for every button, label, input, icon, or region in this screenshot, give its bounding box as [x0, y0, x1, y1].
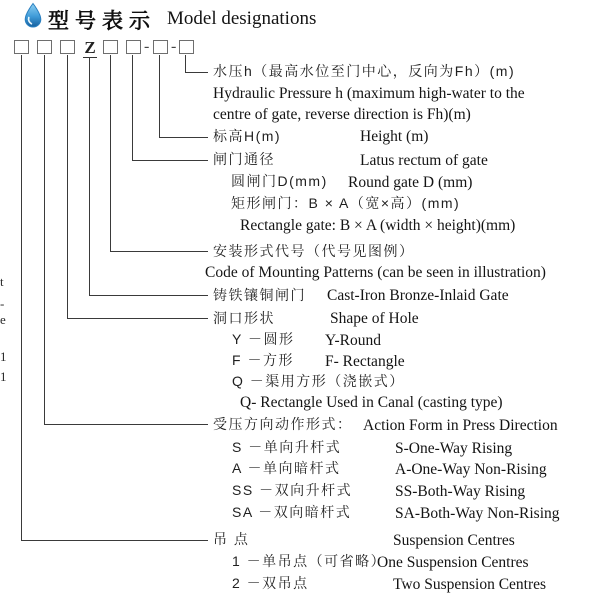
pressure-label-zh: 水压h（最高水位至门中心，反向为Fh）(m): [213, 63, 516, 79]
action-option-s-zh: S －单向升杆式: [232, 439, 342, 455]
connector-pressure: [185, 55, 208, 73]
hole-shape-label-zh: 洞口形状: [213, 310, 275, 326]
hole-option-f-zh: F －方形: [232, 352, 294, 368]
gate-type-label-zh: 铸铁镶铜闸门: [213, 287, 306, 303]
height-label-en: Height (m): [360, 128, 429, 145]
mounting-label-en: Code of Mounting Patterns (can be seen in illustration): [205, 264, 546, 281]
diameter-round-zh: 圆闸门D(mm): [231, 173, 328, 189]
margin-fragment: -: [0, 296, 5, 311]
action-form-label-zh: 受压方向动作形式：: [213, 416, 353, 432]
page-title-en: Model designations: [167, 8, 317, 29]
action-form-label-en: Action Form in Press Direction: [363, 417, 558, 434]
action-option-a-en: A-One-Way Non-Rising: [395, 461, 547, 478]
diameter-round-en: Round gate D (mm): [348, 174, 473, 191]
page-title-zh: 型号表示: [48, 10, 156, 33]
diameter-rect-en: Rectangle gate: B × A (width × height)(mm): [240, 217, 516, 234]
margin-fragment: 1: [0, 369, 7, 384]
action-option-ss-en: SS-Both-Way Rising: [395, 483, 526, 500]
suspension-label-zh: 吊 点: [213, 531, 250, 547]
margin-fragment: 1: [0, 349, 7, 364]
suspension-label-en: Suspension Centres: [393, 532, 515, 549]
mounting-label-zh: 安装形式代号（代号见图例）: [213, 243, 415, 259]
pressure-label-en-line1: Hydraulic Pressure h (maximum high-water to the: [213, 85, 525, 102]
code-box-pressure: [179, 40, 194, 54]
hole-option-f-en: F- Rectangle: [325, 353, 405, 370]
suspension-option-1-zh: 1 －单吊点（可省略）: [232, 553, 387, 569]
suspension-option-2-en: Two Suspension Centres: [393, 576, 547, 593]
action-option-sa-zh: SA －双向暗杆式: [232, 504, 352, 520]
hole-shape-label-en: Shape of Hole: [330, 310, 419, 327]
code-box-diameter: [126, 40, 141, 54]
code-box-hole-shape: [60, 40, 75, 54]
code-box-mounting: [103, 40, 118, 54]
code-separator-1: -: [144, 38, 150, 55]
diameter-label-en: Latus rectum of gate: [360, 152, 488, 169]
water-drop-icon: [22, 2, 44, 34]
action-option-a-zh: A －单向暗杆式: [232, 460, 341, 476]
diameter-rect-zh: 矩形闸门：B × A（宽×高）(mm): [231, 195, 461, 211]
suspension-option-1-en: One Suspension Centres: [377, 554, 529, 571]
margin-fragment: e: [0, 312, 6, 327]
code-box-suspension: [14, 40, 29, 54]
code-letter-z: Z: [84, 38, 96, 57]
code-separator-2: -: [171, 38, 177, 55]
action-option-ss-zh: SS －双向升杆式: [232, 482, 353, 498]
hole-option-y-zh: Y －圆形: [232, 331, 295, 347]
hole-option-q-zh: Q －渠用方形（浇嵌式）: [232, 373, 405, 389]
action-option-sa-en: SA-Both-Way Non-Rising: [395, 505, 560, 522]
gate-type-label-en: Cast-Iron Bronze-Inlaid Gate: [327, 287, 509, 304]
action-option-s-en: S-One-Way Rising: [395, 440, 513, 457]
hole-option-y-en: Y-Round: [325, 332, 381, 349]
pressure-label-en-line2: centre of gate, reverse direction is Fh)(m): [213, 106, 471, 123]
code-box-action-form: [37, 40, 52, 54]
suspension-option-2-zh: 2 －双吊点: [232, 575, 309, 591]
diameter-label-zh: 闸门通径: [213, 151, 275, 167]
code-box-height: [153, 40, 168, 54]
height-label-zh: 标高H(m): [213, 128, 282, 144]
hole-option-q-en: Q- Rectangle Used in Canal (casting type): [240, 394, 503, 411]
margin-fragment: t: [0, 274, 4, 289]
